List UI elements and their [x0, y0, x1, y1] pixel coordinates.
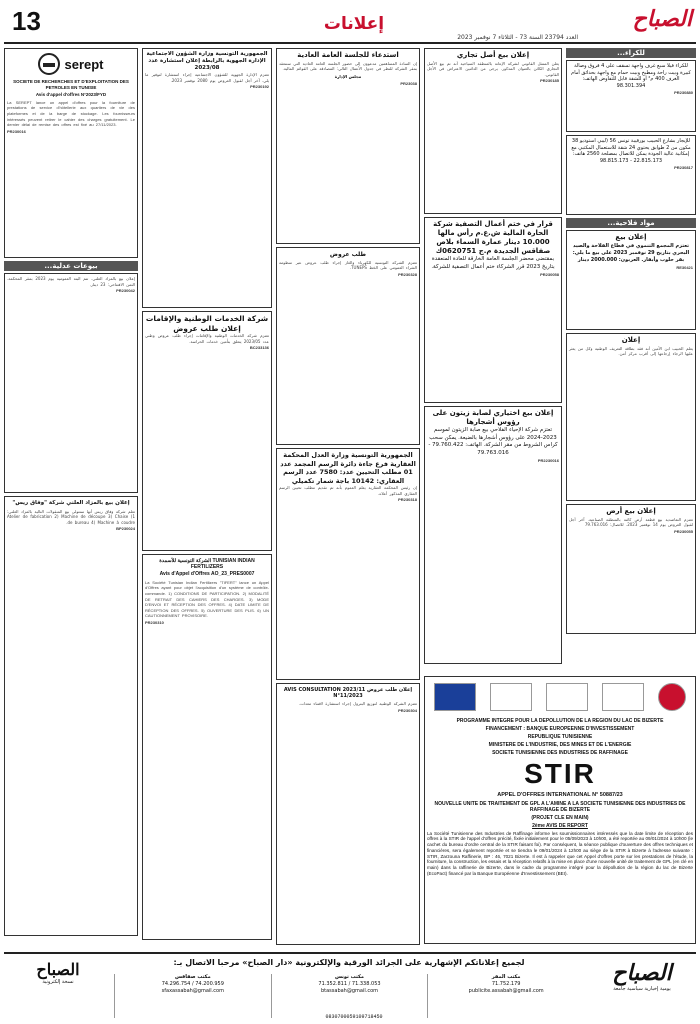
ministry-logo-icon [602, 683, 644, 711]
footer-offices [114, 974, 584, 1018]
ad-land-court: الجمهورية التونسية وزارة العدل المحكمة العقارية فرع جاءة دائرة الرسم المجمد عدد 01 مطلب التحيين عدد: 7580 عدد الرسم العقاري: 10142 باجة شمار تكميلي إن رئيس المحكمة العقارية يعلم العموم بأنه تم تقديم مطلب تحيين الرسم العقاري المذكور أعلاه. PR230318 [276, 448, 420, 680]
category-agri: مواد فلاحية... [566, 218, 696, 228]
page-header [4, 4, 696, 44]
section-title: إعلانات [323, 14, 385, 34]
page-number: 13 [12, 6, 41, 36]
ad-olive-harvest: إعلان بيع اختياري لصابة زيتون على رؤوس أشجارها تعتزم شركة الإحياء الفلاحي بيع صابة الزيتون لموسم 2023-2024 على رؤوس أشجارها بالضيعة. يمكن سحب كراس الشروط من مقر الشركة. الهاتف: 79.760.422 - 79.763.016 PR2230016 [424, 406, 562, 664]
column-5 [4, 48, 138, 948]
category-rent: للكراء... [566, 48, 696, 58]
footer-contact-banner: لجميع إعلاناتكم الإشهارية على الجرائد الورقية والإلكترونية «دار الصباح» مرحبا الاتصال بـ: [173, 958, 525, 967]
ccp-number: 0830700059109718450 [325, 1014, 383, 1020]
sfax-email-link[interactable]: sfaxassabah@gmail.com [161, 988, 224, 994]
column-3 [276, 48, 420, 948]
eib-logo-icon [490, 683, 532, 711]
serept-mark-icon [38, 53, 60, 75]
ad-rent-1: للكراء فيلا سبع غرف واجهة تسقف على 4 فروق وصالة كبيرة وبيت راحة ومطبخ وبيت حمام مع واجهة بحدائق أمام الغرف 400 م² أو للشقة قابل للتفاوض الهاتف: 98.301.394 PR230880 [566, 60, 696, 132]
ad-social-affairs: الجمهورية التونسية وزارة الشؤون الاجتماعية الإدارة الجهوية بالرابطة إعلان استشارة عدد 2023/08 تعتزم الإدارة الجهوية للشؤون الاجتماعية إجراء استشارة لتوفير ما يلي. آخر أجل لقبول العروض يوم 2080 نوفمبر 2023. PR230192 [142, 48, 272, 308]
ad-agri: إعلان بيع تعتزم المجمع التنموي في قطاع الفلاحة والصيد البحري بتاريخ 29 نوفمبر 2023 على بيع ما يلي: بقر حلوب وأبقار. العربون: 2000.000 دينار RE30421 [566, 230, 696, 330]
ad-stir: PROGRAMME INTEGRE POUR LA DEPOLLUTION DE LA REGION DU LAC DE BIZERTE FINANCEMENT : BANQUE EUROPEENNE D'INVESTISSEMENT REPUBLIQUE TUNISIENNE MINISTERE DE L'INDUSTRIE, DES MINES ET DE L'ENERGIE SOCIETE TUNISIENNE DES INDUSTRIES DE RAFFINAGE STIR APPEL D'OFFRES INTERNATIONAL N° 50887/23 NOUVELLE UNITE DE TRAITEMENT DE GPL A L'AMINE A LA SOCIETE TUNISIENNE DES INDUSTRIES DE RAFFINAGE DE BIZERTE (PROJET CLE EN MAIN) 2ème AVIS DE REPORT La Société Tunisienne des Industries de Raffinage informe les soumissionnaires intéressés que la date limite de réception des offres à la STIR de l'appel d'offres précité, fixée initialement pour le 05/09/2023 à 10h00, a été reportée au 09/01/2024 à 10h00 (le cachet du bureau d'ordre central de la STIR faisant foi). Par conséquent, la séance publique d'ouverture des offres techniques et financières, sera également reportée et se tiendra le 09/01/2024 à 12h00 au siège de la STIR à Bizerte à l'adresse suivante : STIR, Zarzouna Raffinerie, BP : 46, 7021 Bizerte. Il est à rappeler que cet Appel d'offres porte sur les prestations de l'étude, la fourniture, la construction, les essais et la réception relatifs à la mise en place d'une nouvelle unité de traitement de GPL (en clé en main) dans la raffinerie de Bizerte, dans le cadre du programme intégré pour la dépollution de la région du lac de Bizerte (EcoPact) financé par la Banque Européenne d'Investissement (BEI). [424, 676, 696, 948]
ad-judicial-sale: إعلان بيع بالمزاد العلني. تتم البتة العمومية يوم 2023 بمقر المحكمة. الثمن الافتتاحي: 23 دينار. PR230042 [4, 273, 138, 493]
eu-flag-icon [434, 683, 476, 711]
ad-general-meeting: استدعاء للجلسة العامة العادية إن السادة المساهمين مدعوون إلى حضور الجلسة العامة العادية التي ستنعقد بمقر الشركة للنظر في جدول الأعمال التالي: المصادقة على القوائم المالية. مجلس الإدارة PR23038 [276, 48, 420, 244]
office-hq: مكتب المقر 71.752.179 publicite.assabah@gmail.com [427, 974, 584, 1018]
partner-logos [427, 679, 693, 715]
column-1 [566, 48, 696, 672]
ad-auction-sale: إعلان بيع بالمزاد العلني شركة "وفاق ريس" تعلم شركة وفاق ريس أنها ستتولى بيع المنقولات التالية بالمزاد العلني: 1) Atelier de fabrication 2) Machine de découpe 3) Chaise de bureau 4) Machine à coudre. BP230024 [4, 496, 138, 936]
office-sfax: مكتب صفاقس 74.200.959 / 74.296.754 sfaxassabah@gmail.com [114, 974, 271, 1018]
serept-logo: serept [7, 51, 135, 77]
hq-email-link[interactable]: publicite.assabah@gmail.com [468, 988, 544, 994]
ad-consultation: إعلان طلب عروض 2023/11 AVIS CONSULTATION N°11/2023 تعتزم الشركة الوطنية لتوزيع البترول إجراء استشارة لاقتناء معدات. PR230304 [276, 683, 420, 945]
ad-national-services: شركة الخدمات الوطنية والإقامات إعلان طلب عروض تعتزم شركة الخدمات الوطنية والإقامات إجراء طلب عروض وطني عدد 2023/05 يتعلق بتأمين خدمات الحراسة. BC233136 [142, 311, 272, 551]
issue-info: العدد 23794 السنة 73 - الثلاثاء 7 نوفمبر 2023 [457, 34, 578, 41]
category-judicial-sales: بيوعات عدلية... [4, 261, 138, 271]
page-footer [4, 952, 696, 1020]
office-tunis: مكتب تونس 71.338.053 / 71.352.811 btassabah@gmail.com [271, 974, 428, 1018]
ad-liquidation: قرار في ختم أعمال التصفية شركة الحارة المالية ش.ع.م رأس مالها 10.000 دينار عمارة السماء بلاص صفاقس الجديدة م.ج 0620751ك بمقتضى محضر الجلسة العامة الخارقة للعادة المنعقدة بتاريخ 2023 قرر الشركاء ختم أعمال التصفية للشركة. PR230058 [424, 217, 562, 403]
newspaper-logo: الصباح [632, 6, 692, 32]
ad-tender-steg: طلب عروض تعتزم الشركة التونسية للكهرباء والغاز إجراء طلب عروض عبر منظومة الشراء العمومي على الخط TUNEPS. PR230328 [276, 247, 420, 445]
ad-rent-2: للإيجار بشارع الحبيب بورقيبة تونس 56 (ليبي استوديو 38 مكون من 2 طوابق يحتوي 24 شقة للاستعمال المكتبي مع إمكانية عالية الجودة يمكن للاتصال بمصلحة 2560 هاتف: 22.815.173 - 98.815.173 PR230817 [566, 135, 696, 215]
tunisia-emblem-icon [658, 683, 686, 711]
column-2 [424, 48, 562, 672]
stir-logo: STIR [524, 758, 596, 789]
footer-logo: الصباح يومية إخبارية سياسية جامعة [612, 960, 672, 992]
tunis-email-link[interactable]: btassabah@gmail.com [320, 988, 379, 994]
ad-business-sale: إعلان بيع أصل تجاري يعلن الممثل القانوني لشركة الإعانة بالمنطقة السياحية أنه تم بيع الأصل التجاري الكائن بالعنوان المذكور. يرجى من الدائنين الاعتراض في الأجل القانوني. PR230185 [424, 48, 562, 214]
ad-notice: إعلان يعلم الحبيب ابن الأمين أنه فقد بطاقة التعريف الوطنية وكل من يعثر عليها الرجاء إرجاعها إلى أقرب مركز أمن. [566, 333, 696, 501]
ad-tifert: الشركة التونسية للأسمدة TUNISIAN INDIAN FERTILIZERS Avis d'Appel d'Offres AO_23_PRES0007 La Société Tunisian Indian Fertilizers "TIFERT" lance un Appel d'Offres ayant pour objet l'acquisition d'un système de contrôle-commande. 1) CONDITIONS DE PARTICIPATION. 2) MODALITÉ DE RETRAIT DES CAHIERS DES CHARGES. 3) MODE D'ENVOI ET RÉCEPTION DES OFFRES. 4) DATE LIMITE DE RÉCEPTION DES OFFRES. 5) OUVERTURE DES PLIS. 6) UN CAUTIONNEMENT PROVISOIRE. PR230310 [142, 554, 272, 940]
ad-land-sale: إعلان بيع أرض تعتزم التعاضدية بيع قطعة أرض كائنة بالمنطقة الصناعية. آخر أجل لقبول العروض يوم 14 نوفمبر 2023. للاتصال: 79.763.016 PR230055 [566, 504, 696, 634]
ad-serept: serept SOCIETE DE RECHERCHES ET D'EXPLOITATION DES PETROLES EN TUNISIE Avis d'appel d'offres N°2023/FYD La SEREPT lance un appel d'offres pour la fourniture de prestations de service d'hôtellerie aux quartiers de vie des plateformes et de la barge de stockage. Les fournisseurs intéressés peuvent retirer le cahier des charges gratuitement. Le dernier délai de remise des offres est fixé au 27/11/2023. PR230016 [4, 48, 138, 258]
footer-logo-digital: الصباح نسخة إلكترونية [36, 960, 80, 985]
column-4 [142, 48, 272, 948]
ecopact-logo-icon [546, 683, 588, 711]
